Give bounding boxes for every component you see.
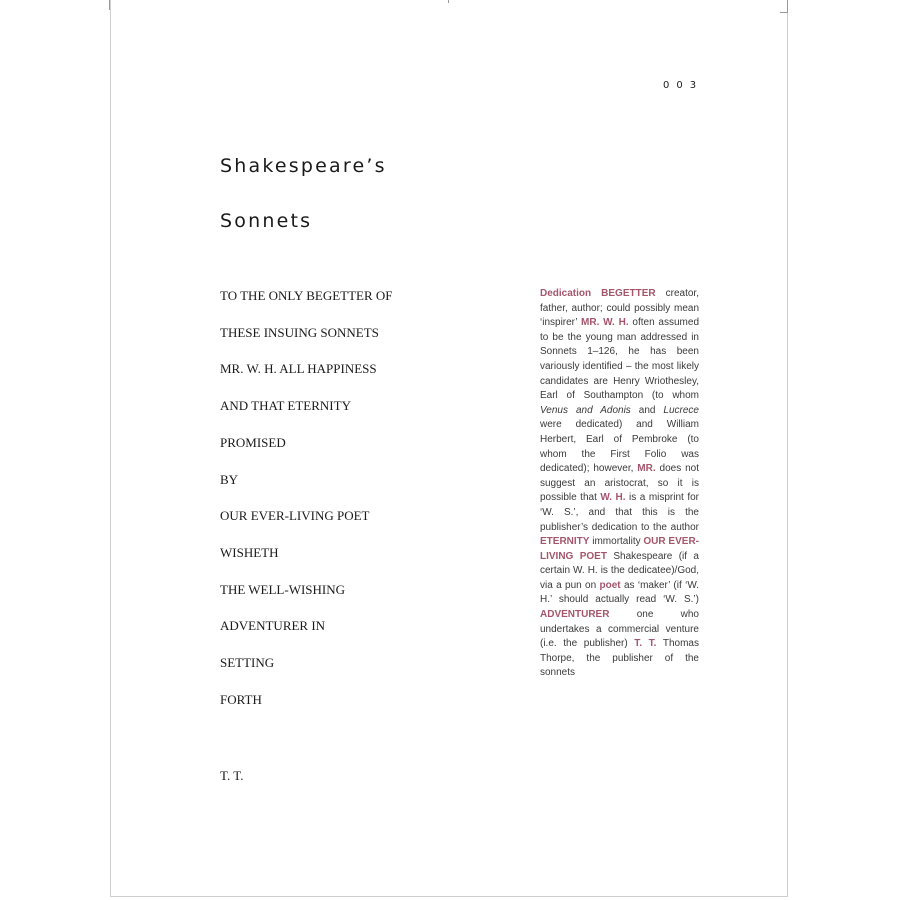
note-text: one who undertakes a commercial venture (i.e. the publisher) — [540, 609, 699, 650]
note-text: creator, father, author; could possibly mean ‘inspirer’ — [540, 288, 699, 329]
page-title-line-1: Shakespeare’s — [220, 155, 387, 177]
note-term: T. T. — [634, 638, 657, 650]
note-text: and — [630, 404, 664, 416]
note-italic-title: Lucrece — [663, 404, 699, 416]
dedication-line: AND THAT ETERNITY — [220, 398, 351, 413]
dedication-line: OUR EVER-LIVING POET — [220, 508, 370, 523]
dedication-line: SETTING — [220, 655, 275, 670]
dedication-line: FORTH — [220, 692, 262, 707]
dedication-line: BY — [220, 472, 239, 487]
dedication-line: THESE INSUING SONNETS — [220, 325, 379, 340]
page-number: 003 — [663, 80, 704, 91]
dedication-line: ADVENTURER IN — [220, 618, 326, 633]
crop-mark-top-right — [787, 0, 788, 12]
note-text: Shakespeare (if a certain W. H. is the dedicatee)/God, via a pun on — [540, 550, 699, 591]
note-term: poet — [599, 579, 621, 591]
note-text: does not suggest an aristocrat, so it is possible that — [540, 463, 699, 504]
note-term: W. H. — [600, 492, 626, 504]
note-text: is a misprint for ‘W. S.’, and that this is the publisher’s dedication to the author — [540, 492, 699, 533]
note-term: ETERNITY — [540, 536, 590, 548]
dedication-line: PROMISED — [220, 435, 286, 450]
note-term: MR. — [637, 463, 656, 475]
note-term: ADVENTURER — [540, 609, 610, 621]
note-text: as ‘maker’ (if ‘W. H.’ should actually read ‘W. S.’) — [540, 579, 699, 606]
crop-mark-top-right-tick — [780, 12, 788, 13]
dedication-line: TO THE ONLY BEGETTER OF — [220, 288, 393, 303]
note-term: MR. W. H. — [581, 317, 629, 329]
note-text: were dedicated) and William Herbert, Earl of Pembroke (to whom the First Folio was dedicated); however, — [540, 419, 699, 475]
dedication-line: THE WELL-WISHING — [220, 582, 346, 597]
note-term: Dedication BEGETTER — [540, 288, 656, 299]
signature: T. T. — [220, 768, 244, 783]
page-title-line-2: Sonnets — [220, 210, 313, 232]
note-term: OUR EVER-LIVING POET — [540, 536, 699, 562]
dedication-line: MR. W. H. ALL HAPPINESS — [220, 361, 377, 376]
crop-mark-top-left — [109, 0, 110, 10]
commentary-notes — [540, 287, 699, 681]
dedication-line: WISHETH — [220, 545, 279, 560]
note-text: immortality — [589, 536, 644, 548]
note-text: often assumed to be the young man addressed in Sonnets 1–126, he has been variously identified – the most likely candidates are Henry Wriothesley, Earl of Southampton (to whom — [540, 317, 700, 402]
crop-mark-top-center — [448, 0, 449, 3]
note-text: Thomas Thorpe, the publisher of the sonnets — [540, 638, 699, 679]
note-italic-title: Venus and Adonis — [540, 404, 631, 416]
